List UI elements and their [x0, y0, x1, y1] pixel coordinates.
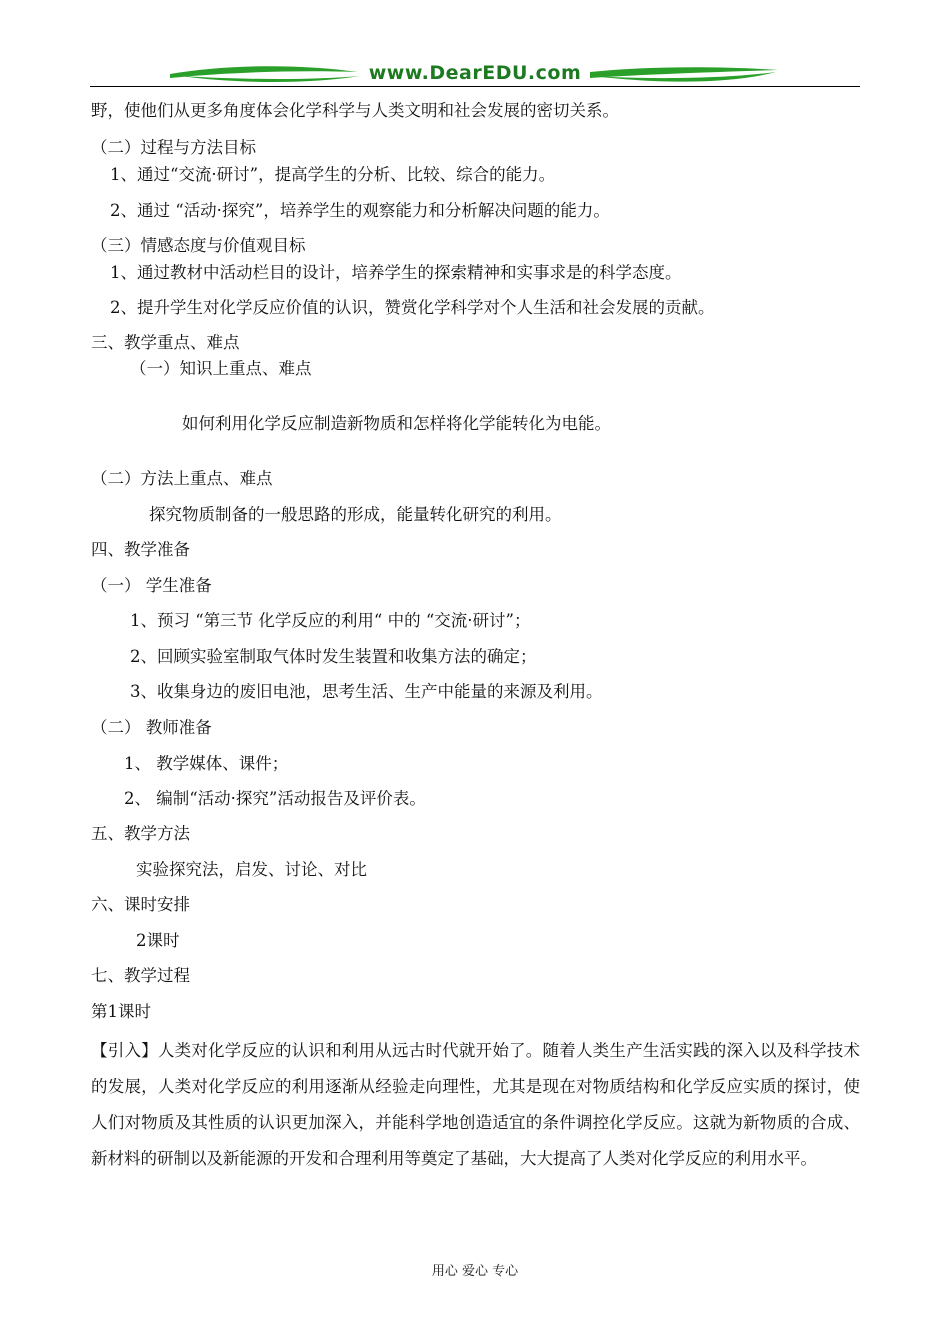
- section-heading: 七、教学过程: [91, 966, 190, 985]
- text-line: 1、通过教材中活动栏目的设计，培养学生的探索精神和实事求是的科学态度。: [110, 263, 682, 282]
- header-rule: [90, 86, 860, 87]
- lesson-label: 第1课时: [91, 1002, 151, 1021]
- text-line: 2课时: [136, 931, 180, 950]
- text-line: 如何利用化学反应制造新物质和怎样将化学能转化为电能。: [182, 414, 611, 433]
- section-heading: （二）过程与方法目标: [91, 138, 256, 157]
- text-line: 2、 编制“活动·探究”活动报告及评价表。: [124, 789, 426, 808]
- text-line: 2、提升学生对化学反应价值的认识，赞赏化学科学对个人生活和社会发展的贡献。: [110, 298, 715, 317]
- section-heading: （三）情感态度与价值观目标: [91, 236, 306, 255]
- site-name[interactable]: www.DearEDU.com: [368, 62, 582, 84]
- text-line: 1、预习 “第三节 化学反应的利用“ 中的 “交流·研讨”；: [130, 611, 531, 630]
- text-line: 实验探究法，启发、讨论、对比: [136, 860, 367, 879]
- page-footer: 用心 爱心 专心: [431, 1264, 519, 1279]
- intro-paragraph: [91, 1033, 860, 1177]
- section-heading: 三、教学重点、难点: [91, 333, 240, 352]
- text-line: 1、 教学媒体、课件；: [124, 754, 289, 773]
- text-line: 2、回顾实验室制取气体时发生装置和收集方法的确定；: [130, 647, 537, 666]
- intro-paragraph-text: 【引入】人类对化学反应的认识和利用从远古时代就开始了。随着人类生产生活实践的深入以及科学技术的发展，人类对化学反应的利用逐渐从经验走向理性，尤其是现在对物质结构和化学反应实质的探讨，使人们对物质及其性质的认识更加深入，并能科学地创造适宜的条件调控化学反应。这就为新物质的合成、新材料的研制以及新能源的开发和合理利用等奠定了基础，大大提高了人类对化学反应的利用水平。: [91, 1041, 860, 1168]
- text-line: 2、通过 “活动·探究”，培养学生的观察能力和分析解决问题的能力。: [110, 201, 610, 220]
- subsection-heading: （一）知识上重点、难点: [130, 359, 312, 378]
- text-line: 探究物质制备的一般思路的形成，能量转化研究的利用。: [149, 505, 562, 524]
- site-header: [90, 56, 860, 90]
- subsection-heading: （一） 学生准备: [91, 576, 212, 595]
- subsection-heading: （二） 教师准备: [91, 718, 212, 737]
- section-heading: 五、教学方法: [91, 824, 190, 843]
- section-heading: 四、教学准备: [91, 540, 190, 559]
- text-line: 野，使他们从更多角度体会化学科学与人类文明和社会发展的密切关系。: [91, 101, 619, 120]
- text-line: 3、收集身边的废旧电池，思考生活、生产中能量的来源及利用。: [130, 682, 603, 701]
- section-heading: 六、课时安排: [91, 895, 190, 914]
- text-line: 1、通过“交流·研讨”，提高学生的分析、比较、综合的能力。: [110, 165, 556, 184]
- subsection-heading: （二）方法上重点、难点: [91, 469, 273, 488]
